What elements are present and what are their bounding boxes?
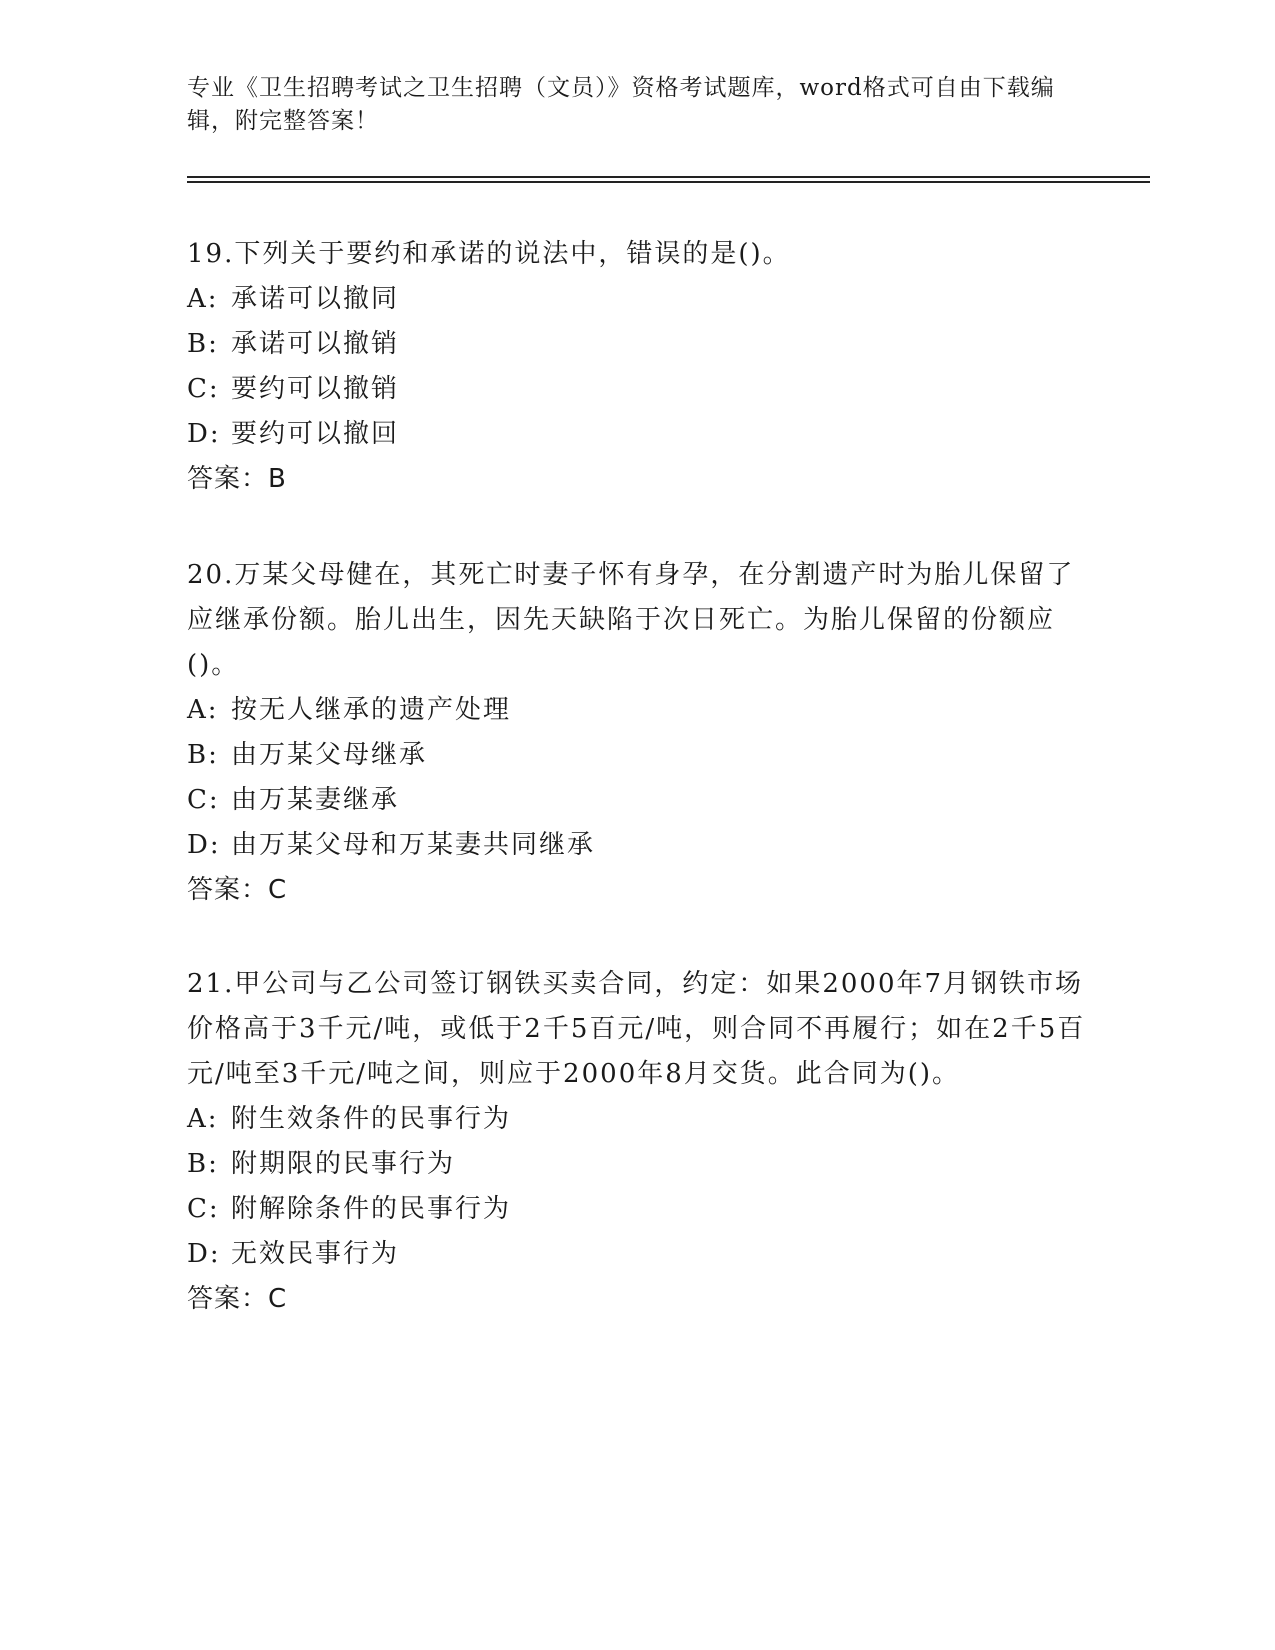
option-key: C:	[187, 785, 220, 815]
option-key: D:	[187, 1239, 221, 1269]
option-text: 附解除条件的民事行为	[231, 1194, 512, 1224]
option-text: 附生效条件的民事行为	[231, 1104, 512, 1134]
header-divider-bottom	[187, 181, 1150, 183]
option-key: A:	[187, 1104, 219, 1134]
option-key: B:	[187, 1149, 219, 1179]
option-a	[187, 688, 1087, 733]
option-key: A:	[187, 695, 219, 725]
option-key: A:	[187, 284, 219, 314]
question-21	[187, 962, 1087, 1322]
question-stem: 21.甲公司与乙公司签订钢铁买卖合同，约定：如果2000年7月钢铁市场价格高于3千元/吨，或低于2千5百元/吨，则合同不再履行；如在2千5百元/吨至3千元/吨之间，则应于2000年8月交货。此合同为()。	[187, 969, 1086, 1089]
answer: 答案：C	[187, 875, 288, 905]
option-d	[187, 1232, 1087, 1277]
option-text: 附期限的民事行为	[231, 1149, 456, 1179]
option-c	[187, 1187, 1087, 1232]
option-key: D:	[187, 830, 221, 860]
question-19	[187, 232, 1087, 502]
option-text: 无效民事行为	[231, 1239, 400, 1269]
option-text: 由万某父母和万某妻共同继承	[231, 830, 596, 860]
option-d	[187, 823, 1087, 868]
option-a	[187, 277, 1087, 322]
answer: 答案：C	[187, 1284, 288, 1314]
option-key: D:	[187, 419, 221, 449]
question-20	[187, 553, 1087, 913]
option-c	[187, 367, 1087, 412]
option-b	[187, 733, 1087, 778]
option-b	[187, 1142, 1087, 1187]
option-a	[187, 1097, 1087, 1142]
header-divider-top	[187, 176, 1150, 178]
option-text: 要约可以撤回	[231, 419, 400, 449]
question-stem: 20.万某父母健在，其死亡时妻子怀有身孕，在分割遗产时为胎儿保留了应继承份额。胎儿出生，因先天缺陷于次日死亡。为胎儿保留的份额应()。	[187, 560, 1075, 680]
document-header: 专业《卫生招聘考试之卫生招聘（文员）》资格考试题库，word格式可自由下载编辑，附完整答案！	[187, 75, 1055, 134]
option-text: 由万某妻继承	[231, 785, 400, 815]
option-key: C:	[187, 374, 220, 404]
option-key: B:	[187, 329, 219, 359]
option-d	[187, 412, 1087, 457]
answer: 答案：B	[187, 464, 287, 494]
option-text: 承诺可以撤同	[231, 284, 400, 314]
option-key: C:	[187, 1194, 220, 1224]
option-text: 由万某父母继承	[231, 740, 428, 770]
question-stem: 19.下列关于要约和承诺的说法中，错误的是()。	[187, 239, 791, 269]
option-text: 承诺可以撤销	[231, 329, 400, 359]
option-c	[187, 778, 1087, 823]
option-text: 要约可以撤销	[231, 374, 400, 404]
option-text: 按无人继承的遗产处理	[231, 695, 512, 725]
option-key: B:	[187, 740, 219, 770]
option-b	[187, 322, 1087, 367]
